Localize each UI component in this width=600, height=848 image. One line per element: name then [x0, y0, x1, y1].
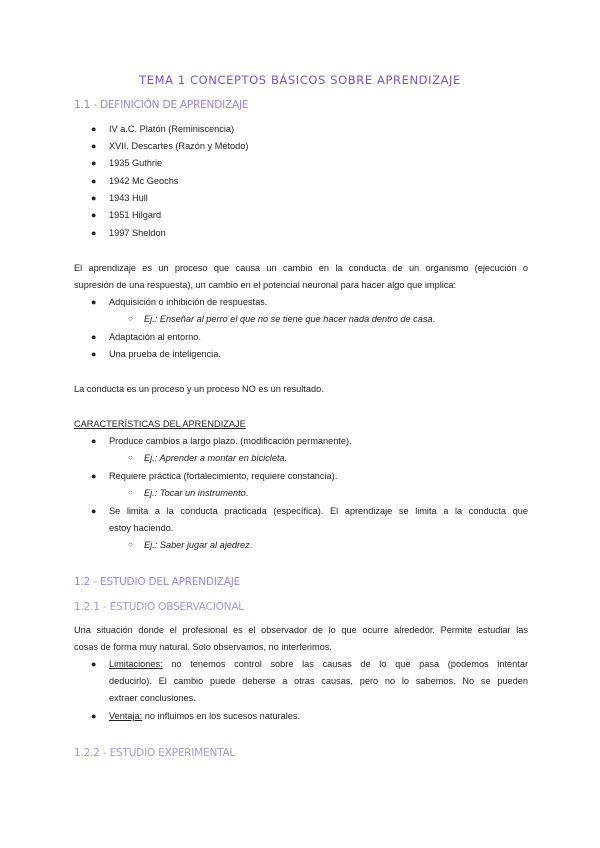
- bullet-icon: ●: [91, 711, 97, 721]
- advantage-line: [109, 710, 300, 722]
- bullet-icon: ●: [91, 193, 97, 203]
- characteristics-heading: CARACTERÍSTICAS DEL APRENDIZAJE: [74, 419, 246, 429]
- limitations-line: deducirlo). El cambio puede deberse a otras causas, pero no lo sabemos. No se pueden: [109, 676, 528, 686]
- bullet-icon: ●: [91, 141, 97, 151]
- history-item: 1951 Hilgard: [109, 210, 162, 220]
- limitations-line: [109, 658, 528, 670]
- section-heading-1-1: 1.1 - DEFINICIÓN DE APRENDIZAJE: [74, 99, 249, 111]
- bullet-icon: ●: [91, 158, 97, 168]
- definition-line: El aprendizaje es un proceso que causa un cambio en la conducta de un organismo (ejecución o: [74, 263, 528, 273]
- history-item: 1997 Sheldon: [109, 228, 166, 238]
- example-text: Ej.: Tocar un instrumento: [144, 488, 246, 498]
- sub-bullet-icon: ○: [128, 540, 133, 549]
- bullet-icon: ●: [91, 471, 97, 481]
- example-period: .: [249, 540, 253, 550]
- example-line: [144, 539, 252, 551]
- observational-line: cosas de forma muy natural. Solo observamos, no interferimos.: [74, 642, 332, 652]
- limitations-line: extraer conclusiones.: [109, 693, 196, 703]
- bullet-icon: ●: [91, 228, 97, 238]
- bullet-icon: ●: [91, 176, 97, 186]
- bullet-icon: ●: [91, 297, 97, 307]
- bullet-icon: ●: [91, 332, 97, 342]
- characteristic-item-cont: estoy haciendo.: [109, 523, 174, 533]
- history-item: IV a.C. Platón (Reminiscencia): [109, 124, 235, 134]
- history-item: 1942 Mc Geochs: [109, 176, 179, 186]
- history-item: 1943 Hull: [109, 193, 148, 203]
- example-text: Ej.: Aprender a montar en bicicleta.: [144, 453, 288, 463]
- sub-bullet-icon: ○: [128, 314, 133, 323]
- bullet-icon: ●: [91, 659, 97, 669]
- implication-item: Una prueba de inteligencia.: [109, 349, 221, 359]
- section-heading-1-2-2: 1.2.2 - ESTUDIO EXPERIMENTAL: [74, 747, 236, 759]
- section-heading-1-2-1: 1.2.1 - ESTUDIO OBSERVACIONAL: [74, 601, 244, 613]
- limitations-text: no tenemos control sobre las causas de lo que pasa (podemos intentar: [162, 659, 528, 669]
- example-text: Ej.: Enseñar al perro el que no se tiene que hacer nada dentro de casa: [144, 314, 433, 324]
- history-item: XVII. Descartes (Razón y Método): [109, 141, 249, 151]
- sub-bullet-icon: ○: [128, 453, 133, 462]
- example-text: Ej.: Saber jugar al ajedrez: [144, 540, 250, 550]
- bullet-icon: ●: [91, 349, 97, 359]
- bullet-icon: ●: [91, 210, 97, 220]
- bullet-icon: ●: [91, 436, 97, 446]
- characteristic-item: Produce cambios a largo plazo. (modificación permanente).: [109, 436, 352, 446]
- definition-line: supresión de una respuesta), un cambio en el potencial neuronal para hacer algo que implica:: [74, 280, 457, 290]
- characteristic-item: Se limita a la conducta practicada (específica). El aprendizaje se limita a la conducta que: [109, 506, 528, 516]
- bullet-icon: ●: [91, 506, 97, 516]
- advantage-label: Ventaja:: [109, 711, 143, 721]
- section-heading-1-2: 1.2 - ESTUDIO DEL APRENDIZAJE: [74, 576, 241, 588]
- example-period: .: [432, 314, 436, 324]
- implication-item: Adquisición o inhibición de respuestas.: [109, 297, 268, 307]
- sub-bullet-icon: ○: [128, 488, 133, 497]
- history-item: 1935 Guthrie: [109, 158, 163, 168]
- implication-item: Adaptación al entorno.: [109, 332, 201, 342]
- observational-line: Una situación donde el profesional es el observador de lo que ocurre alrededor. Permite estudiar las: [74, 625, 528, 635]
- process-note: La conducta es un proceso y un proceso NO es un resultado.: [74, 384, 324, 394]
- bullet-icon: ●: [91, 124, 97, 134]
- limitations-label: Limitaciones:: [109, 659, 163, 669]
- example-line: [144, 313, 435, 325]
- example-line: [144, 487, 248, 499]
- advantage-text: no influimos en los sucesos naturales.: [142, 711, 301, 721]
- document-title: TEMA 1 CONCEPTOS BÁSICOS SOBRE APRENDIZAJE: [139, 73, 461, 87]
- characteristic-item: Requiere práctica (fortalecimiento, requiere constancia).: [109, 471, 338, 481]
- example-period: .: [245, 488, 249, 498]
